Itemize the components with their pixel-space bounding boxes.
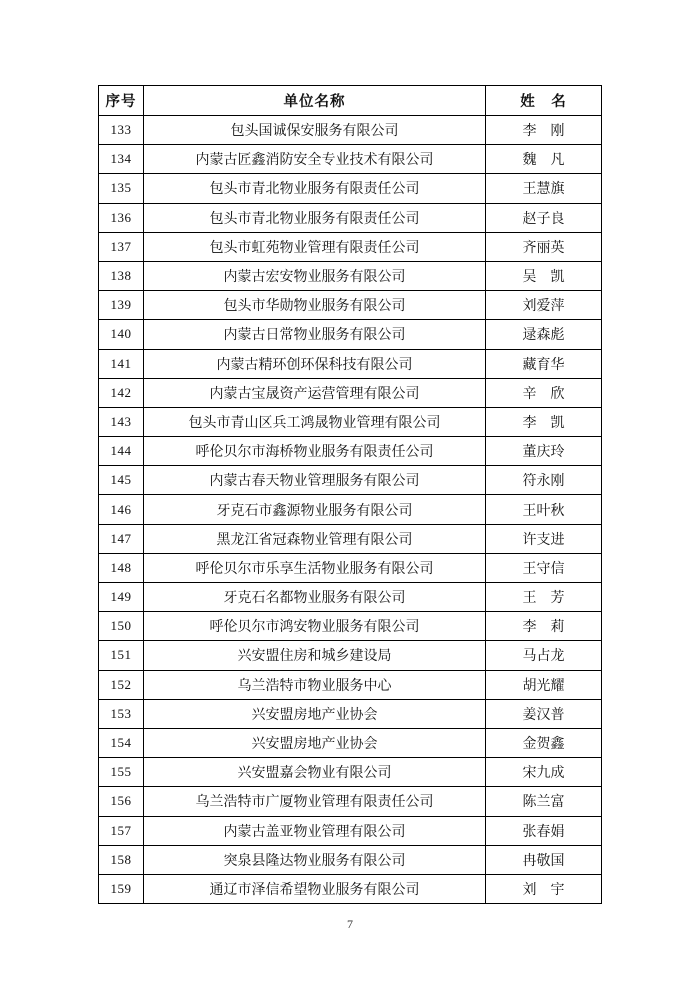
table-row xyxy=(99,524,602,553)
unit-name-cell: 突泉县隆达物业服务有限公司 xyxy=(144,845,486,874)
serial-cell: 158 xyxy=(99,845,144,874)
person-name-cell: 王守信 xyxy=(486,553,602,582)
table-row xyxy=(99,378,602,407)
serial-cell: 140 xyxy=(99,320,144,349)
unit-name-cell: 兴安盟住房和城乡建设局 xyxy=(144,641,486,670)
table-row xyxy=(99,612,602,641)
table-row xyxy=(99,466,602,495)
table-body xyxy=(99,116,602,904)
unit-name-cell: 乌兰浩特市物业服务中心 xyxy=(144,670,486,699)
table-row xyxy=(99,174,602,203)
table-row xyxy=(99,845,602,874)
unit-name-cell: 内蒙古日常物业服务有限公司 xyxy=(144,320,486,349)
unit-name-cell: 内蒙古盖亚物业管理有限公司 xyxy=(144,816,486,845)
column-header-unit: 单位名称 xyxy=(144,86,486,116)
table-row xyxy=(99,583,602,612)
serial-cell: 154 xyxy=(99,728,144,757)
unit-name-cell: 呼伦贝尔市鸿安物业服务有限公司 xyxy=(144,612,486,641)
serial-cell: 136 xyxy=(99,203,144,232)
serial-cell: 133 xyxy=(99,116,144,145)
serial-cell: 135 xyxy=(99,174,144,203)
person-name-cell: 赵子良 xyxy=(486,203,602,232)
person-name-cell: 胡光耀 xyxy=(486,670,602,699)
table-row xyxy=(99,407,602,436)
unit-name-cell: 黑龙江省冠森物业管理有限公司 xyxy=(144,524,486,553)
person-name-cell: 陈兰富 xyxy=(486,787,602,816)
table-row xyxy=(99,874,602,903)
person-name-cell: 宋九成 xyxy=(486,758,602,787)
person-name-cell: 许支进 xyxy=(486,524,602,553)
table-row xyxy=(99,145,602,174)
table-row xyxy=(99,641,602,670)
unit-name-cell: 包头市青北物业服务有限责任公司 xyxy=(144,203,486,232)
table-row xyxy=(99,553,602,582)
serial-cell: 137 xyxy=(99,232,144,261)
person-name-cell: 藏育华 xyxy=(486,349,602,378)
person-name-cell: 刘爱萍 xyxy=(486,291,602,320)
serial-cell: 142 xyxy=(99,378,144,407)
person-name-cell: 马占龙 xyxy=(486,641,602,670)
unit-name-cell: 内蒙古宝晟资产运营管理有限公司 xyxy=(144,378,486,407)
person-name-cell: 魏 凡 xyxy=(486,145,602,174)
person-name-cell: 符永刚 xyxy=(486,466,602,495)
serial-cell: 139 xyxy=(99,291,144,320)
unit-name-cell: 包头市虹苑物业管理有限责任公司 xyxy=(144,232,486,261)
unit-name-cell: 包头市青山区兵工鸿晟物业管理有限公司 xyxy=(144,407,486,436)
serial-cell: 159 xyxy=(99,874,144,903)
person-name-cell: 逯森彪 xyxy=(486,320,602,349)
serial-cell: 151 xyxy=(99,641,144,670)
serial-cell: 148 xyxy=(99,553,144,582)
person-name-cell: 李 凯 xyxy=(486,407,602,436)
serial-cell: 156 xyxy=(99,787,144,816)
person-name-cell: 姜汉普 xyxy=(486,699,602,728)
serial-cell: 157 xyxy=(99,816,144,845)
unit-name-cell: 内蒙古宏安物业服务有限公司 xyxy=(144,261,486,290)
serial-cell: 143 xyxy=(99,407,144,436)
unit-name-cell: 包头国诚保安服务有限公司 xyxy=(144,116,486,145)
table-row xyxy=(99,787,602,816)
unit-name-cell: 兴安盟房地产业协会 xyxy=(144,728,486,757)
serial-cell: 144 xyxy=(99,437,144,466)
person-name-cell: 董庆玲 xyxy=(486,437,602,466)
serial-cell: 141 xyxy=(99,349,144,378)
serial-cell: 155 xyxy=(99,758,144,787)
person-name-cell: 李 刚 xyxy=(486,116,602,145)
person-name-cell: 王 芳 xyxy=(486,583,602,612)
column-header-serial: 序号 xyxy=(99,86,144,116)
unit-name-cell: 包头市华勋物业服务有限公司 xyxy=(144,291,486,320)
serial-cell: 152 xyxy=(99,670,144,699)
person-name-cell: 刘 宇 xyxy=(486,874,602,903)
person-name-cell: 王叶秋 xyxy=(486,495,602,524)
person-name-cell: 冉敬国 xyxy=(486,845,602,874)
table-row xyxy=(99,495,602,524)
table-row xyxy=(99,261,602,290)
unit-name-cell: 内蒙古匠鑫消防安全专业技术有限公司 xyxy=(144,145,486,174)
serial-cell: 149 xyxy=(99,583,144,612)
table-row xyxy=(99,699,602,728)
serial-cell: 134 xyxy=(99,145,144,174)
table-row xyxy=(99,437,602,466)
person-name-cell: 张春娟 xyxy=(486,816,602,845)
table-row xyxy=(99,349,602,378)
person-name-cell: 金贺鑫 xyxy=(486,728,602,757)
table-row xyxy=(99,232,602,261)
table-header-row xyxy=(99,86,602,116)
table-row xyxy=(99,758,602,787)
unit-name-cell: 通辽市泽信希望物业服务有限公司 xyxy=(144,874,486,903)
unit-name-cell: 牙克石市鑫源物业服务有限公司 xyxy=(144,495,486,524)
serial-cell: 153 xyxy=(99,699,144,728)
page-number: 7 xyxy=(347,917,353,931)
person-name-cell: 王慧旗 xyxy=(486,174,602,203)
serial-cell: 138 xyxy=(99,261,144,290)
person-name-cell: 吴 凯 xyxy=(486,261,602,290)
person-name-cell: 辛 欣 xyxy=(486,378,602,407)
serial-cell: 146 xyxy=(99,495,144,524)
person-name-cell: 李 莉 xyxy=(486,612,602,641)
unit-name-cell: 呼伦贝尔市海桥物业服务有限责任公司 xyxy=(144,437,486,466)
table-row xyxy=(99,291,602,320)
table-row xyxy=(99,728,602,757)
unit-name-cell: 呼伦贝尔市乐享生活物业服务有限公司 xyxy=(144,553,486,582)
serial-cell: 145 xyxy=(99,466,144,495)
unit-name-cell: 内蒙古精环创环保科技有限公司 xyxy=(144,349,486,378)
unit-name-cell: 乌兰浩特市广厦物业管理有限责任公司 xyxy=(144,787,486,816)
unit-name-cell: 包头市青北物业服务有限责任公司 xyxy=(144,174,486,203)
table-row xyxy=(99,116,602,145)
serial-cell: 147 xyxy=(99,524,144,553)
column-header-name: 姓 名 xyxy=(486,86,602,116)
unit-name-cell: 兴安盟房地产业协会 xyxy=(144,699,486,728)
table-row xyxy=(99,670,602,699)
roster-table xyxy=(98,85,602,904)
table-row xyxy=(99,320,602,349)
table-row xyxy=(99,816,602,845)
serial-cell: 150 xyxy=(99,612,144,641)
unit-name-cell: 内蒙古春天物业管理服务有限公司 xyxy=(144,466,486,495)
unit-name-cell: 兴安盟嘉会物业有限公司 xyxy=(144,758,486,787)
person-name-cell: 齐丽英 xyxy=(486,232,602,261)
table-row xyxy=(99,203,602,232)
unit-name-cell: 牙克石名都物业服务有限公司 xyxy=(144,583,486,612)
